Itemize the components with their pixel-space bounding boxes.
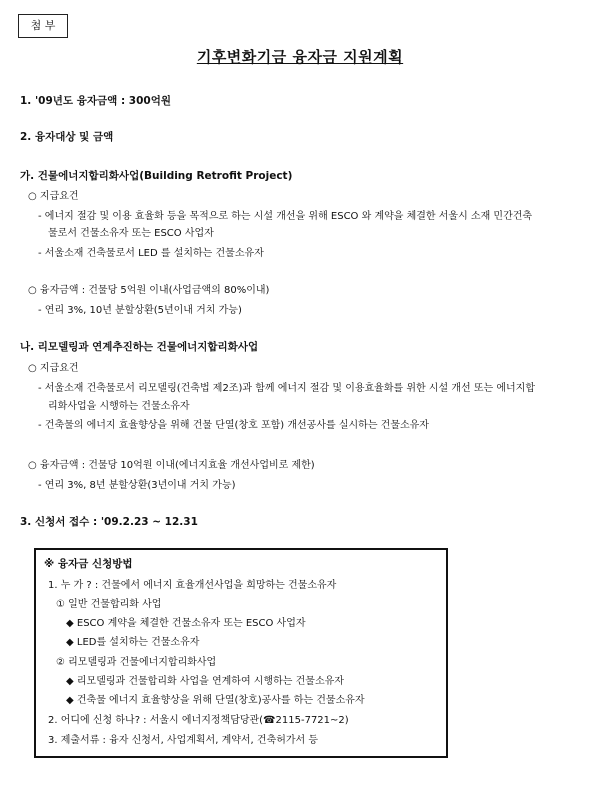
ga-requirement-1a: - 에너지 절감 및 이용 효율화 등을 목적으로 하는 시설 개선을 위해 ESCO 와 계약을 체결한 서울시 소재 민간건축 bbox=[38, 211, 533, 222]
section-3: 3. 신청서 접수 : '09.2.23 ~ 12.31 bbox=[20, 516, 198, 528]
na-requirement-1b: 리화사업을 시행하는 건물소유자 bbox=[48, 401, 190, 412]
na-amount: ○ 융자금액 : 건물당 10억원 이내(에너지효율 개선사업비로 제한) bbox=[28, 460, 315, 471]
box-remodeling-item-2: ◆ 건축물 에너지 효율향상을 위해 단열(창호)공사를 하는 건물소유자 bbox=[66, 695, 365, 706]
ga-requirement-2: - 서울소재 건축물로서 LED 를 설치하는 건물소유자 bbox=[38, 248, 264, 259]
ga-requirement-heading: ○ 지급요건 bbox=[28, 191, 79, 202]
attachment-tag: 첨 부 bbox=[18, 14, 68, 38]
subsection-ga-title: 가. 건물에너지합리화사업(Building Retrofit Project) bbox=[20, 170, 293, 182]
subsection-na-title: 나. 리모델링과 연계추진하는 건물에너지합리화사업 bbox=[20, 341, 259, 353]
box-general-retrofit-item-1: ◆ ESCO 계약을 체결한 건물소유자 또는 ESCO 사업자 bbox=[66, 618, 306, 629]
box-who: 1. 누 가 ? : 건물에서 에너지 효율개선사업을 희망하는 건물소유자 bbox=[48, 580, 337, 591]
page-title: 기후변화기금 융자금 지원계획 bbox=[196, 48, 404, 66]
box-general-retrofit-item-2: ◆ LED를 설치하는 건물소유자 bbox=[66, 637, 200, 648]
box-documents: 3. 제출서류 : 융자 신청서, 사업계획서, 계약서, 건축허가서 등 bbox=[48, 735, 319, 746]
ga-requirement-1b: 물로서 건물소유자 또는 ESCO 사업자 bbox=[48, 228, 214, 239]
box-general-retrofit: ① 일반 건물합리화 사업 bbox=[56, 599, 162, 610]
box-remodeling: ② 리모델링과 건물에너지합리화사업 bbox=[56, 657, 217, 668]
box-remodeling-item-1: ◆ 리모델링과 건물합리화 사업을 연계하여 시행하는 건물소유자 bbox=[66, 676, 344, 687]
section-1: 1. '09년도 융자금액 : 300억원 bbox=[20, 95, 172, 107]
box-title: ※ 융자금 신청방법 bbox=[44, 558, 133, 570]
ga-amount: ○ 융자금액 : 건물당 5억원 이내(사업금액의 80%이내) bbox=[28, 285, 270, 296]
na-requirement-heading: ○ 지급요건 bbox=[28, 363, 79, 374]
section-2: 2. 융자대상 및 금액 bbox=[20, 131, 114, 143]
box-where: 2. 어디에 신청 하나? : 서울시 에너지정책담당관(☎2115-7721~2) bbox=[48, 715, 349, 726]
na-requirement-2: - 건축물의 에너지 효율향상을 위해 건물 단열(창호 포함) 개선공사를 실시하는 건물소유자 bbox=[38, 420, 429, 431]
ga-amount-terms: - 연리 3%, 10년 분할상환(5년이내 거치 가능) bbox=[38, 305, 242, 316]
na-requirement-1a: - 서울소재 건축물로서 리모델링(건축법 제2조)과 함께 에너지 절감 및 이용효율화를 위한 시설 개선 또는 에너지합 bbox=[38, 383, 535, 394]
na-amount-terms: - 연리 3%, 8년 분할상환(3년이내 거치 가능) bbox=[38, 480, 236, 491]
